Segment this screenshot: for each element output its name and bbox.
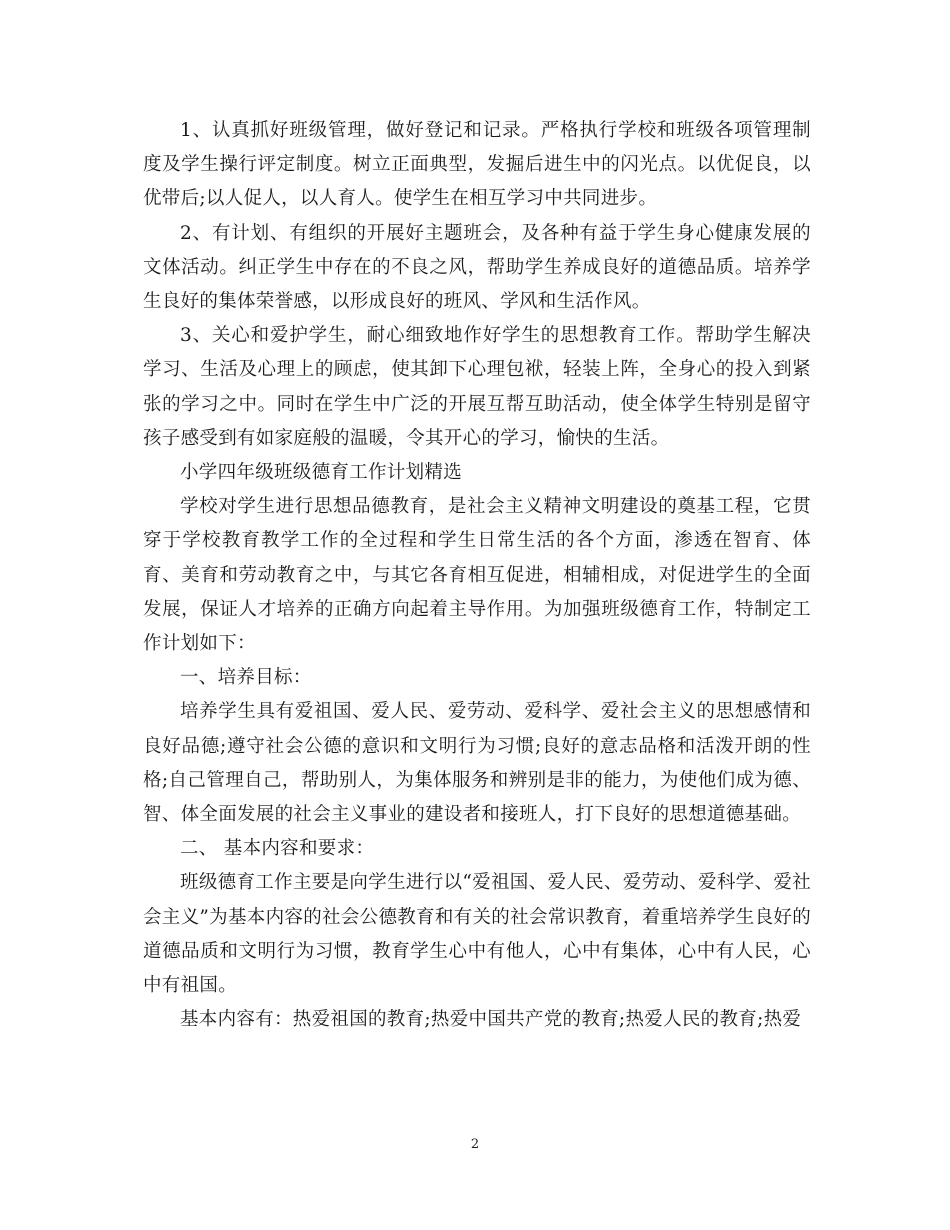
document-body [143,114,811,1037]
basic-content-paragraph: 基本内容有：热爱祖国的教育;热爱中国共产党的教育;热爱人民的教育;热爱 [180,1009,802,1031]
intro-paragraph: 学校对学生进行思想品德教育，是社会主义精神文明建设的奠基工程，它贯穿于学校教育教学工作的全过程和学生日常生活的各个方面，渗透在智育、体育、美育和劳动教育之中，与其它各育相互促进，相辅相成，对促进学生的全面发展，保证人才培养的正确方向起着主导作用。为加强班级德育工作，特制定工作计划如下： [143,496,811,655]
heading-content: 二、 基本内容和要求： [180,838,375,860]
heading-goals: 一、培养目标： [180,667,312,689]
page-number: 2 [470,1137,480,1152]
paragraph-2: 2、有计划、有组织的开展好主题班会，及各种有益于学生身心健康发展的文体活动。纠正学生中存在的不良之风，帮助学生养成良好的道德品质。培养学生良好的集体荣誉感，以形成良好的班风、学风和生活作风。 [143,222,811,313]
paragraph-3: 3、关心和爱护学生，耐心细致地作好学生的思想教育工作。帮助学生解决学习、生活及心理上的顾虑，使其卸下心理包袱，轻装上阵，全身心的投入到紧张的学习之中。同时在学生中广泛的开展互帮互助活动，使全体学生特别是留守孩子感受到有如家庭般的温暖，令其开心的学习，愉快的生活。 [143,325,811,449]
content-paragraph: 班级德育工作主要是向学生进行以“爱祖国、爱人民、爱劳动、爱科学、爱社会主义”为基本内容的社会公德教育和有关的社会常识教育，着重培养学生良好的道德品质和文明行为习惯，教育学生心中有他人，心中有集体，心中有人民，心中有祖国。 [143,872,811,997]
goals-paragraph: 培养学生具有爱祖国、爱人民、爱劳动、爱科学、爱社会主义的思想感情和良好品德;遵守社会公德的意识和文明行为习惯;良好的意志品格和活泼开朗的性格;自己管理自己，帮助别人，为集体服务和辨别是非的能力，为使他们成为德、智、体全面发展的社会主义事业的建设者和接班人，打下良好的思想道德基础。 [143,701,811,826]
section-title: 小学四年级班级德育工作计划精选 [180,462,463,484]
paragraph-1: 1、认真抓好班级管理，做好登记和记录。严格执行学校和班级各项管理制度及学生操行评定制度。树立正面典型，发掘后进生中的闪光点。以优促良，以优带后;以人促人，以人育人。使学生在相互学习中共同进步。 [143,120,811,210]
